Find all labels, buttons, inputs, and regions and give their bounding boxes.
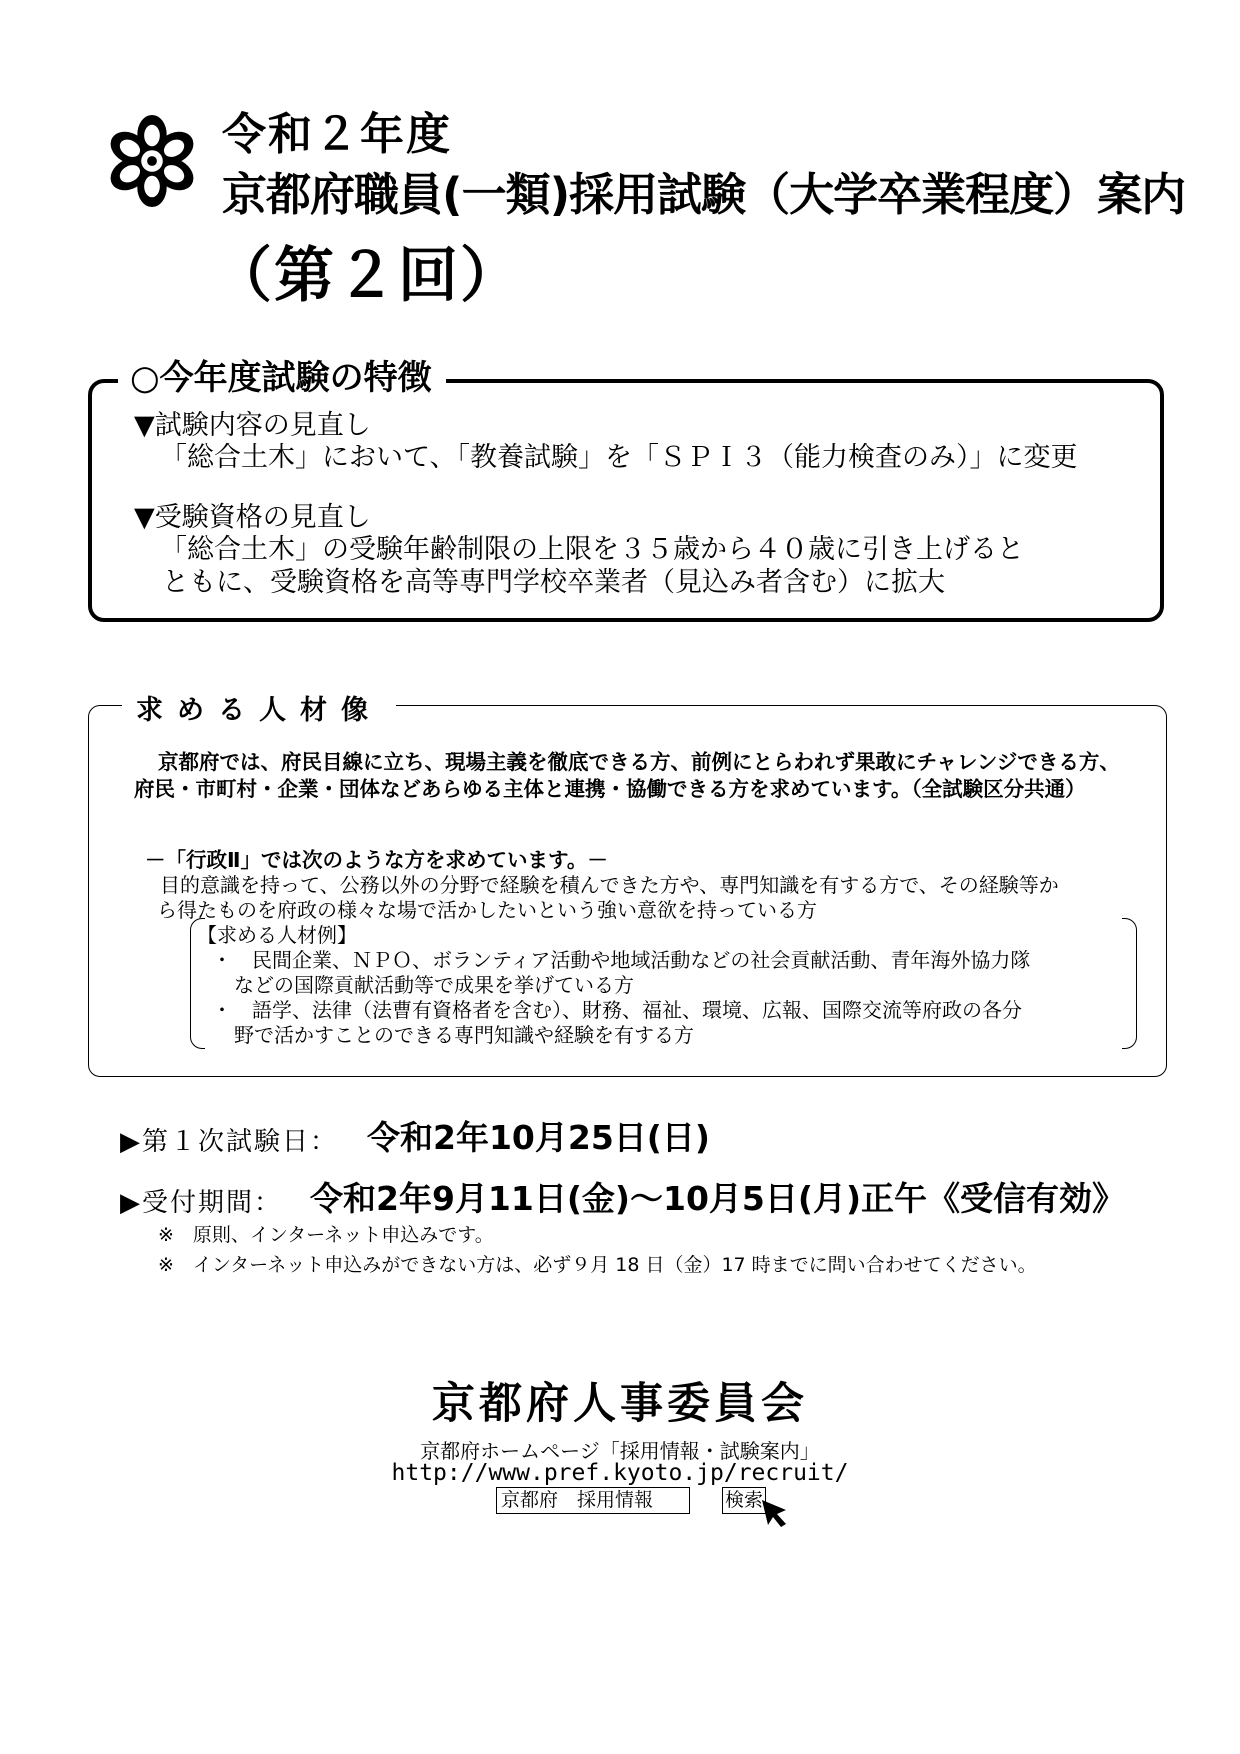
talent-sub-heading: －「行政Ⅱ」では次のような方を求めています。－	[145, 848, 608, 872]
homepage-url-link[interactable]: http://www.pref.kyoto.jp/recruit/	[391, 1460, 849, 1486]
note-online-application: ※ 原則、インターネット申込みです。	[158, 1224, 494, 1246]
page-title: 京都府職員(一類)採用試験（大学卒業程度）案内	[222, 168, 1186, 221]
mouse-cursor-icon	[760, 1498, 790, 1528]
example-2-line2: 野で活かすことのできる専門知識や経験を有する方	[234, 1023, 694, 1047]
feature-1-body: 「総合土木」において、「教養試験」を「ＳＰＩ３（能力検査のみ）」に変更	[160, 442, 1078, 473]
note-contact-deadline: ※ インターネット申込みができない方は、必ず９月 18 日（金）17 時までに問い合わせてください。	[158, 1254, 1037, 1276]
reception-period-value: 令和2年9月11日(金)～10月5日(月)正午《受信有効》	[310, 1179, 1126, 1218]
homepage-label: 京都府ホームページ「採用情報・試験案内」	[420, 1439, 820, 1463]
exam-date-value: 令和2年10月25日(日)	[367, 1118, 710, 1157]
feature-1-heading: ▼試験内容の見直し	[134, 410, 371, 441]
talent-intro-line1: 京都府では、府民目線に立ち、現場主義を徹底できる方、前例にとらわれず果敢にチャレンジできる方、	[158, 750, 1120, 774]
talent-sub-body-line2: ら得たものを府政の様々な場で活かしたいという強い意欲を持っている方	[157, 898, 817, 922]
feature-2-body-line1: 「総合土木」の受験年齢制限の上限を３５歳から４０歳に引き上げると	[160, 534, 1024, 565]
title-year: 令和２年度	[222, 109, 452, 160]
organization-name: 京都府人事委員会	[432, 1379, 808, 1429]
talent-intro-line2: 府民・市町村・企業・団体などあらゆる主体と連携・協働できる方を求めています。（全試験区分共通）	[134, 777, 1086, 801]
title-round: （第２回）	[212, 241, 522, 311]
example-1-line2: などの国際貢献活動等で成果を挙げている方	[234, 973, 634, 997]
feature-2-body-line2: ともに、受験資格を高等専門学校卒業者（見込み者含む）に拡大	[162, 567, 945, 598]
kyoto-prefecture-emblem-icon	[103, 112, 201, 210]
search-input[interactable]: 京都府 採用情報	[496, 1487, 690, 1514]
feature-2-heading: ▼受験資格の見直し	[134, 502, 371, 533]
example-2-line1: ・ 語学、法律（法曹有資格者を含む）、財務、福祉、環境、広報、国際交流等府政の各分	[212, 998, 1022, 1022]
exam-date-label: ▶第１次試験日：	[120, 1127, 338, 1157]
example-1-line1: ・ 民間企業、ＮＰＯ、ボランティア活動や地域活動などの社会貢献活動、青年海外協力隊	[212, 948, 1031, 972]
search-button[interactable]: 検索	[722, 1487, 766, 1514]
reception-period-label: ▶受付期間：	[120, 1188, 282, 1218]
examples-label: 【求める人材例】	[197, 923, 357, 947]
examples-right-bracket	[1122, 918, 1137, 1049]
talent-title: 求める人材像	[122, 688, 396, 727]
features-title: ○今年度試験の特徴	[118, 350, 446, 399]
talent-sub-body-line1: 目的意識を持って、公務以外の分野で経験を積んできた方や、専門知識を有する方で、その経験等か	[160, 873, 1059, 897]
